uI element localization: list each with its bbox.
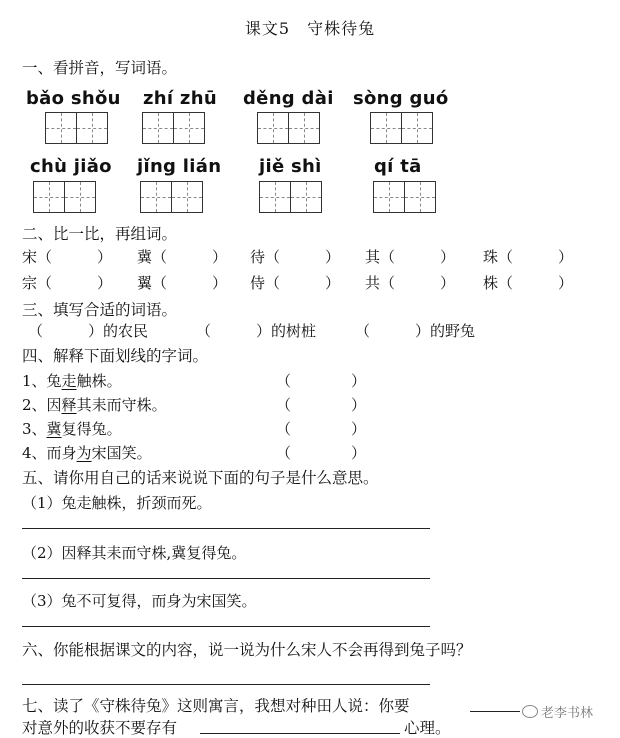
answer-paren: （ ） (276, 372, 367, 390)
section-3-heading: 三、填写合适的词语。 (22, 301, 178, 319)
section-6-heading: 六、你能根据课文的内容，说一说为什么宋人不会再得到兔子吗？ (22, 641, 472, 659)
answer-line[interactable] (22, 684, 430, 685)
writing-grid[interactable] (140, 181, 203, 213)
explain-text: 宋国笑。 (91, 444, 152, 462)
explain-text: 其耒而守株。 (76, 396, 167, 414)
pinyin-label: zhí zhū (143, 88, 217, 109)
underlined-char: 冀 (46, 420, 62, 438)
writing-grid[interactable] (33, 181, 96, 213)
compare-item: 翼（ ） (137, 274, 228, 292)
pinyin-label: qí tā (374, 156, 422, 177)
fill-item: （ ）的农民 (28, 322, 149, 340)
answer-paren: （ ） (276, 396, 367, 414)
answer-paren: （ ） (276, 444, 367, 462)
writing-grid[interactable] (142, 112, 205, 144)
compare-item: 株（ ） (483, 274, 574, 292)
answer-line[interactable] (200, 733, 400, 734)
fill-item: （ ）的野兔 (355, 322, 476, 340)
explain-item (22, 418, 122, 439)
section-7-line1: 七、读了《守株待兔》这则寓言，我想对种田人说：你要 (22, 697, 410, 715)
explain-text: 2、因 (22, 396, 62, 414)
section-5-heading: 五、请你用自己的话来说说下面的句子是什么意思。 (22, 469, 379, 487)
compare-item: 珠（ ） (483, 248, 574, 266)
sentence-item: （3）兔不可复得，而身为宋国笑。 (22, 592, 257, 610)
fill-item: （ ）的树桩 (196, 322, 317, 340)
watermark (522, 702, 593, 721)
compare-item: 其（ ） (365, 248, 456, 266)
page-title: 课文5 守株待兔 (244, 19, 376, 38)
pinyin-label: sòng guó (353, 88, 449, 109)
writing-grid[interactable] (45, 112, 108, 144)
underlined-char: 释 (61, 396, 77, 414)
compare-item: 宗（ ） (22, 274, 113, 292)
sentence-item: （1）兔走触株，折颈而死。 (22, 494, 212, 512)
explain-text: 触株。 (76, 372, 122, 390)
explain-item (22, 442, 152, 463)
explain-text: 复得兔。 (61, 420, 122, 438)
sentence-item: （2）因释其耒而守株,冀复得兔。 (22, 544, 247, 562)
section-7-line2-post: 心理。 (404, 719, 451, 737)
section-4-heading: 四、解释下面划线的字词。 (22, 347, 209, 365)
writing-grid[interactable] (257, 112, 320, 144)
explain-text: 1、兔 (22, 372, 62, 390)
explain-item (22, 394, 167, 415)
section-1-heading: 一、看拼音，写词语。 (22, 59, 178, 77)
answer-paren: （ ） (276, 420, 367, 438)
pinyin-label: jiě shì (259, 156, 322, 177)
pinyin-label: jǐng lián (137, 156, 222, 177)
pinyin-label: děng dài (243, 88, 334, 109)
explain-item (22, 370, 122, 391)
explain-text: 4、而身 (22, 444, 77, 462)
section-2-heading: 二、比一比，再组词。 (22, 225, 178, 243)
pinyin-label: bǎo shǒu (26, 88, 121, 109)
wechat-icon (522, 705, 538, 718)
answer-line[interactable] (22, 528, 430, 529)
watermark-text: 老李书林 (541, 706, 594, 721)
writing-grid[interactable] (373, 181, 436, 213)
answer-line[interactable] (470, 711, 520, 712)
compare-item: 冀（ ） (137, 248, 228, 266)
compare-item: 待（ ） (250, 248, 341, 266)
writing-grid[interactable] (370, 112, 433, 144)
underlined-char: 为 (76, 444, 92, 462)
answer-line[interactable] (22, 626, 430, 627)
section-7-line2-pre: 对意外的收获不要存有 (22, 719, 178, 737)
pinyin-label: chù jiǎo (30, 156, 112, 177)
underlined-char: 走 (61, 372, 77, 390)
writing-grid[interactable] (259, 181, 322, 213)
answer-line[interactable] (22, 578, 430, 579)
compare-item: 侍（ ） (250, 274, 341, 292)
compare-item: 宋（ ） (22, 248, 113, 266)
explain-text: 3、 (22, 420, 47, 438)
compare-item: 共（ ） (365, 274, 456, 292)
